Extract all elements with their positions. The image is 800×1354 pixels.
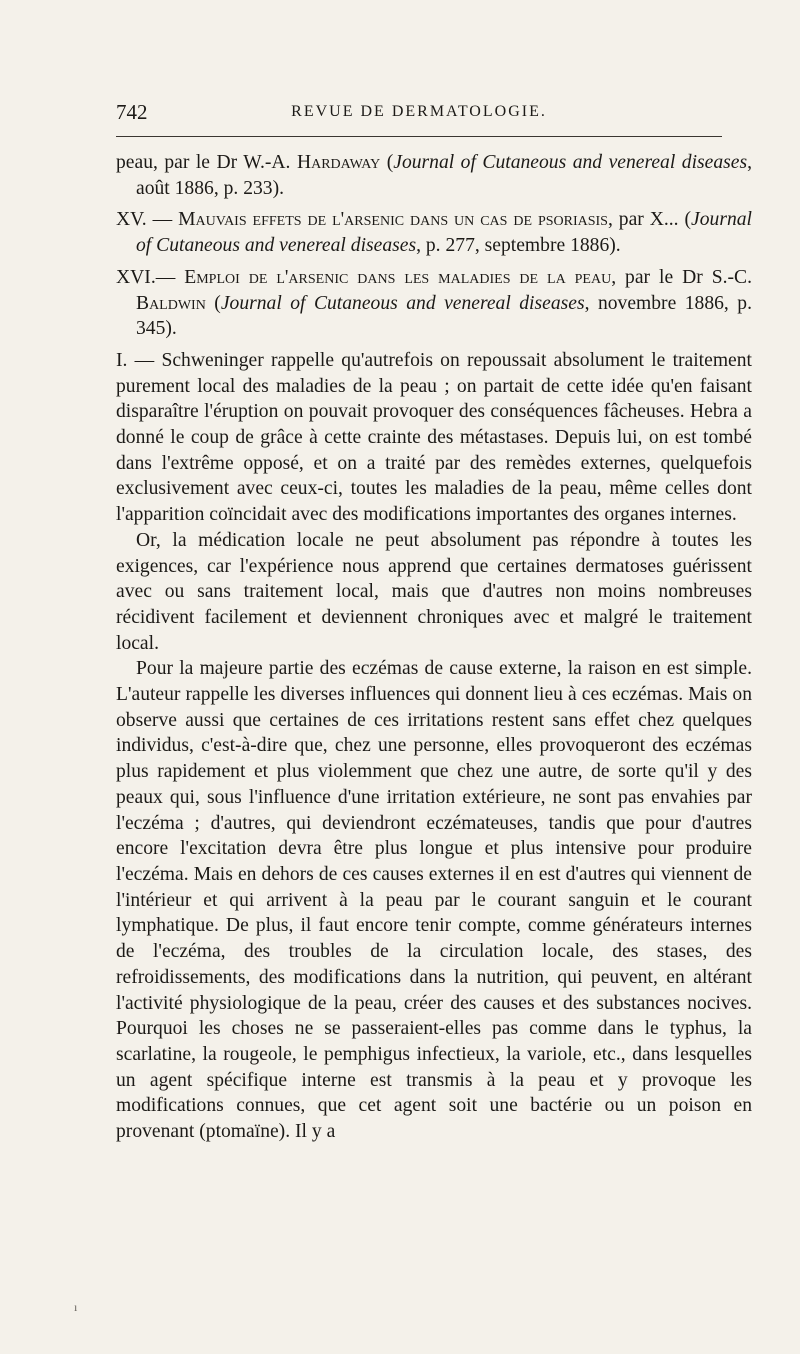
reference-hardaway: peau, par le Dr W.-A. Hardaway (Journal of Cutaneous and venereal diseases, août 1886, p. 233).	[116, 152, 752, 199]
article-title: Mauvais effets de l'arsenic dans un cas de psoriasis	[178, 209, 608, 231]
paragraph-1: I. — Schweninger rappelle qu'autrefois on repoussait absolument le traitement purement local des maladies de la peau ; on partait de cette idée qu'en faisant disparaître l'éruption on pouvait provoquer des conséquences fâcheuses. Hebra a donné le coup de grâce à cette crainte des métastases. Depuis lui, on est tombé dans l'extrême opposé, et on a traité par des remèdes externes, quelquefois exclusivement avec ceux-ci, toutes les maladies de la peau, même celles dont l'apparition coïncidait avec des modifications importantes des organes internes.	[116, 349, 752, 526]
journal-name: Journal of Cutaneous and venereal diseases	[393, 152, 748, 173]
paragraph-3: Pour la majeure partie des eczémas de cause externe, la raison en est simple. L'auteur rappelle les diverses influences qui donnent lieu à ces eczémas. Mais on observe aussi que certaines de ces irritations restent sans effet chez quelques individus, c'est-à-dire que, chez une personne, elles provoqueront des eczémas plus rapidement et plus violemment que chez une autre, de sorte qu'il y des peaux qui, sous l'influence d'une irritation extérieure, ne sont pas envahies par l'eczéma ; d'autres, qui deviendront eczémateuses, tandis que pour d'autres encore l'excitation devra être plus longue et plus intensive pour produire l'eczéma. Mais en dehors de ces causes externes il en est d'autres qui viennent de l'intérieur et qui arrivent à la peau par le courant sanguin et le courant lymphatique. De plus, il faut encore tenir compte, comme générateurs internes de l'eczéma, des troubles de la circulation locale, des stases, des refroidissements, des modifications dans la nutrition, qui peuvent, en altérant l'activité physiologique de la peau, créer des causes et des substances nocives. Pourquoi les choses ne se passeraient-elles pas comme dans le typhus, la scarlatine, la rougeole, le pemphigus infectieux, la variole, etc., dans lesquelles un agent spécifique interne est transmis à la peau et y provoque les modifications connues, que cet agent soit une bactérie ou un poison en provenant (ptomaïne). Il y a	[116, 658, 752, 1143]
journal-name: Journal of Cutaneous and venereal diseases	[136, 209, 752, 257]
running-head	[116, 100, 722, 130]
author-name: Baldwin	[136, 292, 206, 314]
stray-mark: ı	[74, 1300, 78, 1314]
body-text	[116, 150, 752, 1145]
header-rule	[116, 136, 722, 137]
page-number: 742	[116, 100, 148, 124]
article-title: Emploi de l'arsenic dans les maladies de la peau	[184, 266, 612, 288]
author-name: Hardaway	[296, 152, 381, 173]
journal-header-title: REVUE DE DERMATOLOGIE.	[291, 103, 547, 120]
reference-xvi: XVI.— Emploi de l'arsenic dans les maladies de la peau, par le Dr S.-C. Baldwin (Journal of Cutaneous and venereal diseases, novembre 1886, p. 345).	[116, 266, 752, 340]
journal-name: Journal of Cutaneous and venereal diseases	[220, 292, 585, 314]
paragraph-2: Or, la médication locale ne peut absolument pas répondre à toutes les exigences, car l'expérience nous apprend que certaines dermatoses guérissent avec ou sans traitement local, mais que d'autres non moins nombreuses récidivent facilement et deviennent chroniques avec et malgré le traitement local.	[116, 529, 752, 654]
reference-xv: XV. — Mauvais effets de l'arsenic dans un cas de psoriasis, par X... (Journal of Cutaneous and venereal diseases, p. 277, septembre 1886).	[116, 209, 752, 257]
